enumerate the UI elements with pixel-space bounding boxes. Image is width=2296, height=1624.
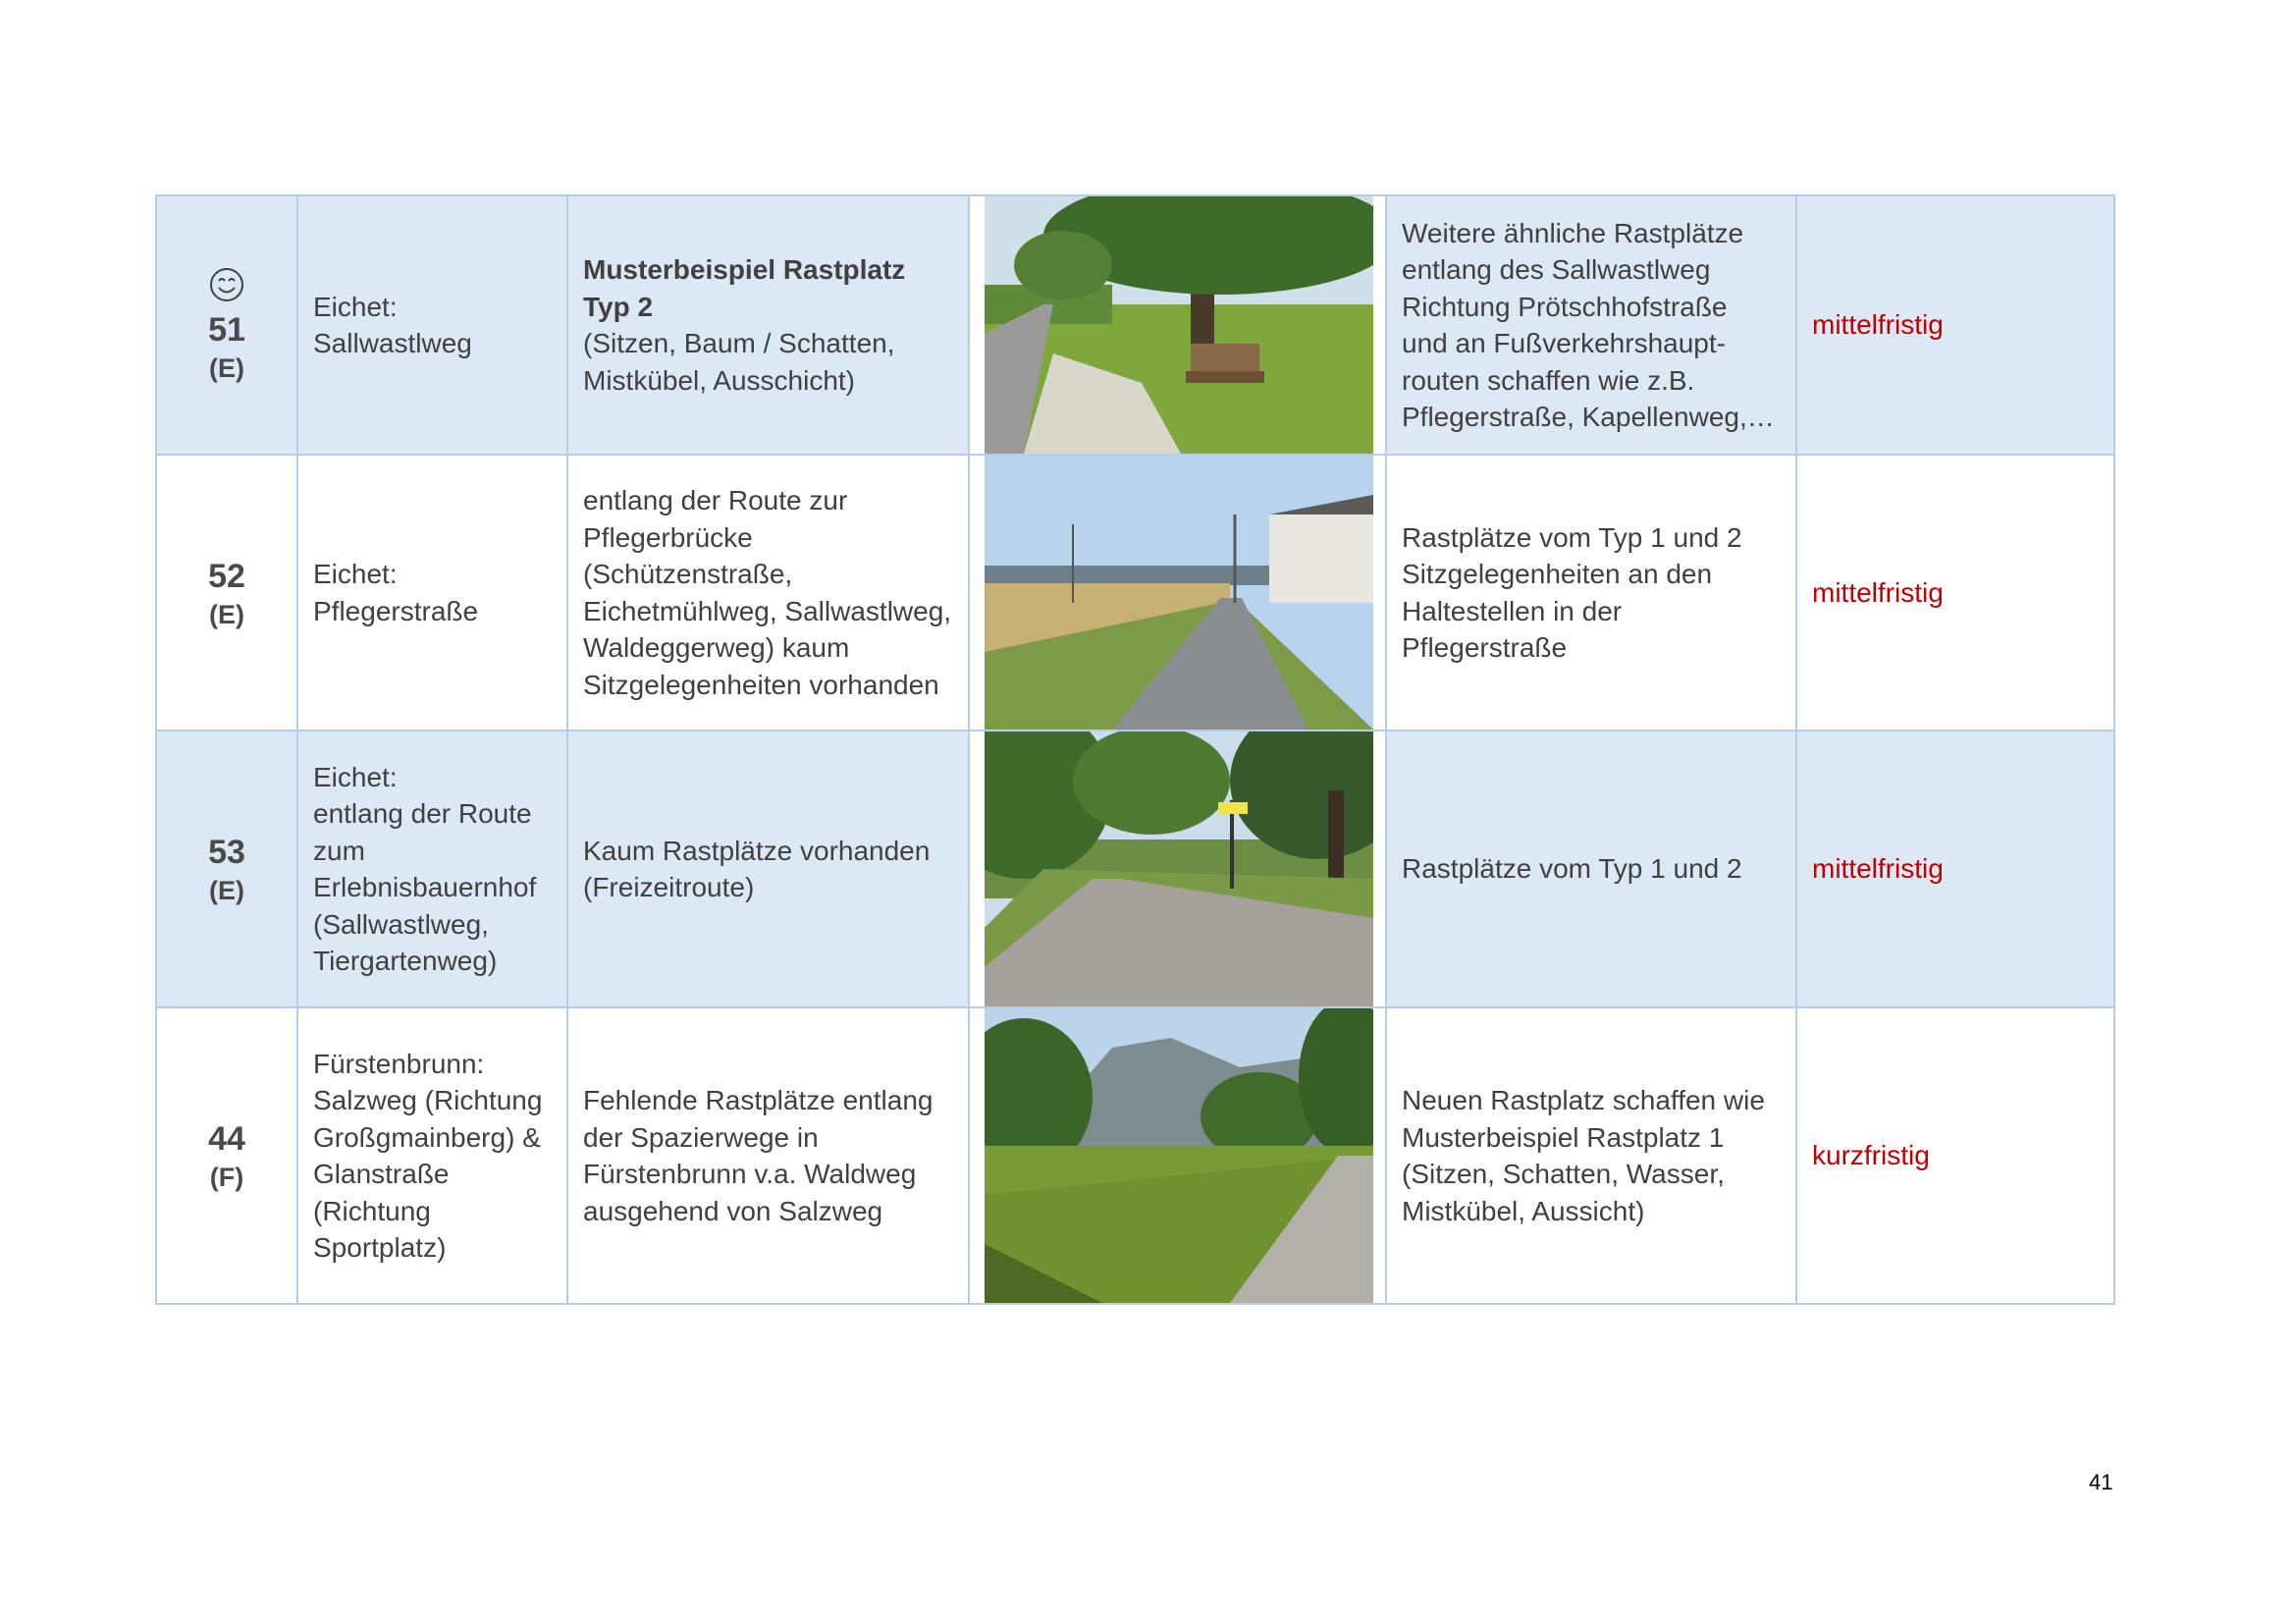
measure-line: Richtung Prötschhofstraße: [1402, 291, 1728, 322]
problem-line: Sitzgelegenheiten vorhanden: [583, 669, 939, 700]
measure-line: Neuen Rastplatz schaffen wie: [1402, 1085, 1765, 1115]
measure-cell: [1386, 455, 1796, 731]
row-number-cell: [156, 1007, 297, 1304]
location-cell: [297, 195, 567, 455]
location-line: Glanstraße: [313, 1159, 450, 1189]
problem-line: Mistkübel, Ausschicht): [583, 364, 855, 396]
problem-line: (Schützenstraße,: [583, 559, 793, 589]
row-category: (E): [209, 599, 244, 629]
row-number: 44: [208, 1120, 245, 1158]
measure-line: Mistkübel, Aussicht): [1402, 1195, 1645, 1226]
photo-cell: [969, 195, 1386, 455]
location-line: Erlebnisbauernhof: [313, 872, 537, 902]
problem-line: (Freizeitroute): [583, 872, 755, 902]
row-number: 53: [208, 834, 245, 871]
location-line: Eichet:: [313, 559, 398, 589]
problem-line: Kaum Rastplätze vorhanden: [583, 835, 931, 866]
problem-line: ausgehend von Salzweg: [583, 1195, 883, 1226]
problem-cell: [567, 455, 969, 731]
measure-line: Haltestellen in der: [1402, 595, 1623, 626]
measure-cell: [1386, 731, 1796, 1007]
location-line: entlang der Route: [313, 798, 532, 829]
measure-line: Pflegerstraße, Kapellenweg,…: [1402, 402, 1775, 432]
row-category: (E): [209, 353, 244, 383]
problem-line: Fehlende Rastplätze entlang: [583, 1085, 934, 1115]
priority-label: mittelfristig: [1812, 309, 1944, 341]
priority-cell: [1796, 731, 2114, 1007]
photo-cell: [969, 1007, 1386, 1304]
table-row: [156, 1007, 2114, 1304]
measure-cell: [1386, 195, 1796, 455]
problem-line: Fürstenbrunn v.a. Waldweg: [583, 1159, 917, 1189]
photo-cell: [969, 731, 1386, 1007]
measure-line: Pflegerstraße: [1402, 632, 1568, 663]
row-number-cell: [156, 195, 297, 455]
problem-line: Eichetmühlweg, Sallwastlweg,: [583, 595, 952, 626]
location-line: Großgmainberg) &: [313, 1121, 541, 1153]
measure-line: (Sitzen, Schatten, Wasser,: [1402, 1159, 1725, 1189]
page-number: 41: [2089, 1470, 2113, 1494]
table-row: [156, 731, 2114, 1007]
row-number-cell: [156, 455, 297, 731]
measure-line: Musterbeispiel Rastplatz 1: [1402, 1121, 1725, 1153]
row-category: (E): [209, 876, 244, 905]
photo-tree-lined-path: [985, 731, 1373, 1006]
photo-cell: [969, 455, 1386, 731]
priority-label: mittelfristig: [1812, 853, 1944, 885]
location-line: (Richtung: [313, 1195, 431, 1226]
location-cell: [297, 731, 567, 1007]
problem-line: der Spazierwege in: [583, 1121, 819, 1153]
priority-cell: [1796, 195, 2114, 455]
location-line: Tiergartenweg): [313, 946, 498, 976]
problem-line: Waldeggerweg) kaum: [583, 632, 850, 663]
location-line: Pflegerstraße: [313, 595, 479, 626]
priority-cell: [1796, 455, 2114, 731]
location-cell: [297, 1007, 567, 1304]
problem-cell: [567, 195, 969, 455]
measures-table: [155, 194, 2115, 1305]
priority-cell: [1796, 1007, 2114, 1304]
measure-line: Rastplätze vom Typ 1 und 2: [1402, 853, 1742, 885]
priority-label: kurzfristig: [1812, 1140, 1930, 1171]
photo-bench-under-tree: [985, 196, 1373, 454]
problem-title-line: Typ 2: [583, 291, 654, 322]
problem-line: Pflegerbrücke: [583, 521, 753, 553]
location-line: Sportplatz): [313, 1232, 447, 1263]
priority-label: mittelfristig: [1812, 576, 1944, 608]
smiley-icon: [207, 265, 246, 304]
measure-line: entlang des Sallwastlweg: [1402, 254, 1711, 285]
location-line: zum: [313, 835, 365, 866]
measure-line: Weitere ähnliche Rastplätze: [1402, 217, 1744, 248]
problem-cell: [567, 1007, 969, 1304]
photo-road-field: [985, 456, 1373, 730]
photo-meadow-mountain: [985, 1008, 1373, 1303]
problem-cell: [567, 731, 969, 1007]
measure-line: und an Fußverkehrshaupt-: [1402, 328, 1726, 358]
row-number: 51: [208, 311, 245, 349]
problem-line: entlang der Route zur: [583, 485, 848, 515]
row-number: 52: [208, 557, 245, 595]
measure-line: Sitzgelegenheiten an den: [1402, 559, 1713, 589]
problem-title-line: Musterbeispiel Rastplatz: [583, 254, 906, 285]
location-cell: [297, 455, 567, 731]
location-line: Eichet:: [313, 761, 398, 792]
measure-line: routen schaffen wie z.B.: [1402, 364, 1695, 396]
measure-line: Rastplätze vom Typ 1 und 2: [1402, 521, 1742, 553]
measure-cell: [1386, 1007, 1796, 1304]
location-line: Salzweg (Richtung: [313, 1085, 543, 1115]
problem-line: (Sitzen, Baum / Schatten,: [583, 328, 895, 358]
table-row: [156, 195, 2114, 455]
location-line: Eichet:: [313, 291, 398, 322]
row-category: (F): [209, 1163, 244, 1192]
row-number-cell: [156, 731, 297, 1007]
location-line: Fürstenbrunn:: [313, 1048, 485, 1079]
table-row: [156, 455, 2114, 731]
location-line: (Sallwastlweg,: [313, 908, 489, 940]
location-line: Sallwastlweg: [313, 328, 472, 358]
